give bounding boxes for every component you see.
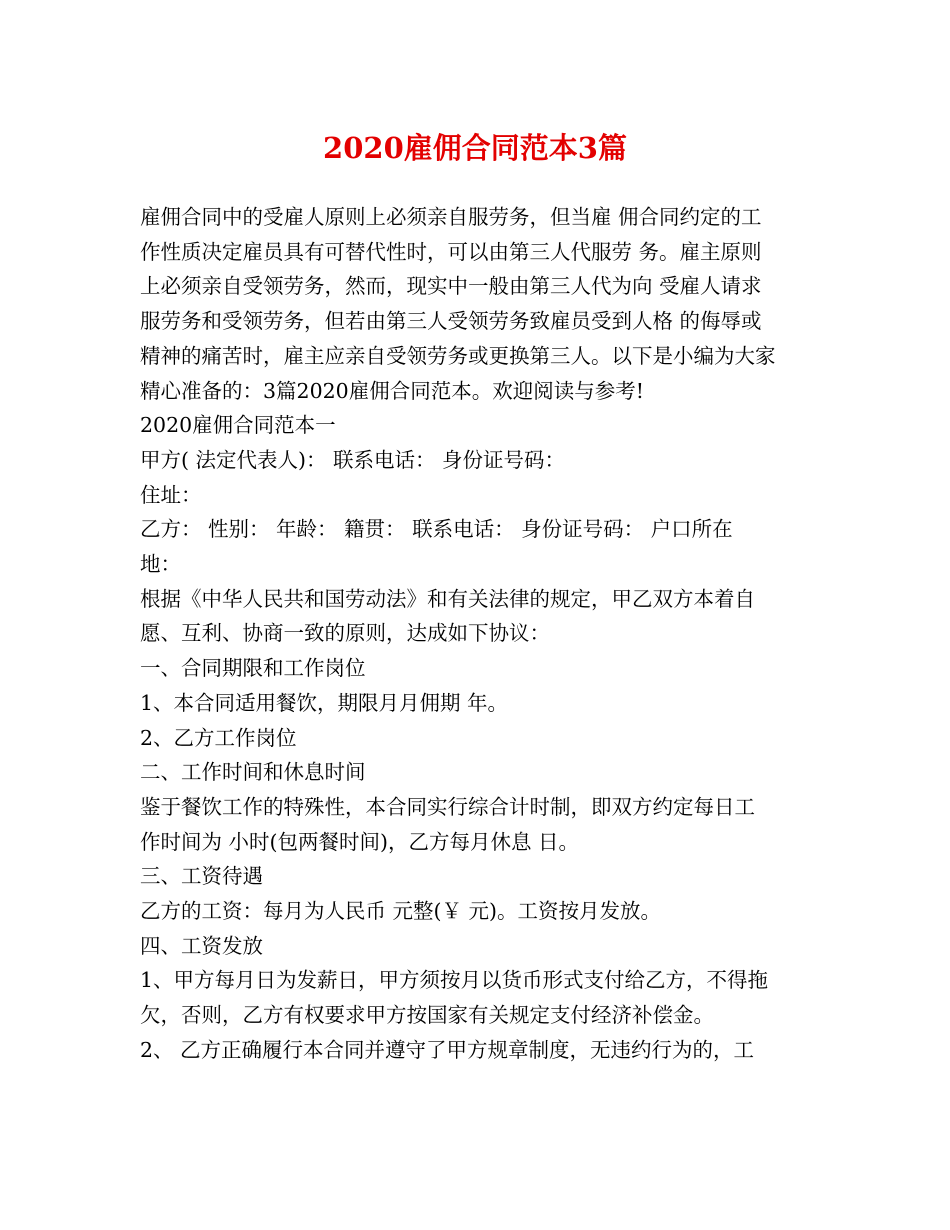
body-line: 乙方的工资：每月为人民币 元整(￥ 元)。工资按月发放。	[140, 899, 662, 923]
body-line: 2、乙方工作岗位	[140, 725, 297, 750]
body-line: 2、 乙方正确履行本合同并遵守了甲方规章制度，无违约行为的，工	[140, 1037, 755, 1062]
body-line: 作性质决定雇员具有可替代性时，可以由第三人代服劳 务。雇主原则	[140, 239, 762, 264]
body-line: 一、合同期限和工作岗位	[140, 656, 366, 681]
body-line: 服劳务和受领劳务，但若由第三人受领劳务致雇员受到人格 的侮辱或	[140, 309, 762, 334]
body-line: 作时间为 小时(包两餐时间)，乙方每月休息 日。	[140, 829, 580, 854]
document-title: 2020雇佣合同范本3篇	[323, 131, 627, 165]
body-line: 二、工作时间和休息时间	[140, 760, 366, 785]
body-line: 2020雇佣合同范本一	[140, 413, 336, 438]
body-line: 三、工资待遇	[140, 864, 263, 889]
body-line: 鉴于餐饮工作的特殊性，本合同实行综合计时制，即双方约定每日工	[140, 794, 755, 819]
body-line: 欠，否则，乙方有权要求甲方按国家有关规定支付经济补偿金。	[140, 1003, 714, 1028]
body-line: 地：	[140, 552, 181, 576]
body-line: 甲方( 法定代表人)： 联系电话： 身份证号码：	[140, 447, 566, 472]
body-line: 雇佣合同中的受雇人原则上必须亲自服劳务，但当雇 佣合同约定的工	[140, 205, 762, 229]
body-line: 上必须亲自受领劳务，然而，现实中一般由第三人代为向 受雇人请求	[140, 274, 762, 299]
body-line: 1、本合同适用餐饮，期限月月佣期 年。	[140, 690, 509, 715]
body-line: 精神的痛苦时，雇主应亲自受领劳务或更换第三人。以下是小编为大家	[140, 343, 776, 368]
body-line: 根据《中华人民共和国劳动法》和有关法律的规定，甲乙双方本着自	[140, 586, 755, 611]
body-line: 乙方： 性别： 年龄： 籍贯： 联系电话： 身份证号码： 户口所在	[140, 517, 733, 542]
body-line: 1、甲方每月日为发薪日，甲方须按月以货币形式支付给乙方，不得拖	[140, 968, 769, 993]
body-line: 住址：	[140, 482, 202, 507]
body-line: 精心准备的：3篇2020雇佣合同范本。欢迎阅读与参考!	[140, 378, 644, 403]
body-line: 愿、互利、协商一致的原则，达成如下协议：	[140, 621, 550, 646]
body-line: 四、工资发放	[140, 933, 263, 958]
